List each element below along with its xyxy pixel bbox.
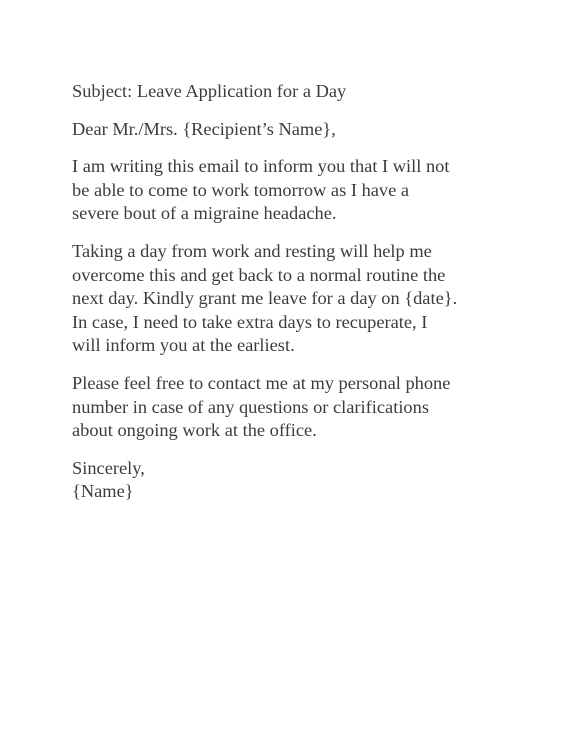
paragraph-3 — [72, 372, 512, 443]
paragraph-line: overcome this and get back to a normal routine the — [72, 264, 446, 285]
letter-body — [72, 80, 512, 504]
signature-line: {Name} — [72, 481, 134, 502]
salutation-line: Dear Mr./Mrs. {Recipient’s Name}, — [72, 118, 336, 139]
paragraph-line: I am writing this email to inform you that I will not — [72, 156, 450, 177]
paragraph-line: will inform you at the earliest. — [72, 335, 295, 356]
paragraph-line: severe bout of a migraine headache. — [72, 203, 337, 224]
letter-closing — [72, 457, 512, 504]
paragraph-line: number in case of any questions or clarifications — [72, 396, 429, 417]
paragraph-line: next day. Kindly grant me leave for a day on {date}. — [72, 288, 458, 309]
subject-line: Subject: Leave Application for a Day — [72, 81, 347, 101]
paragraph-line: In case, I need to take extra days to recuperate, I — [72, 311, 428, 332]
paragraph-line: be able to come to work tomorrow as I have a — [72, 179, 410, 200]
paragraph-line: about ongoing work at the office. — [72, 420, 317, 441]
letter-salutation — [72, 118, 512, 142]
closing-line: Sincerely, — [72, 457, 145, 478]
paragraph-1 — [72, 155, 512, 226]
paragraph-line: Taking a day from work and resting will help me — [72, 240, 432, 261]
paragraph-line: Please feel free to contact me at my personal phone — [72, 372, 451, 393]
paragraph-2 — [72, 240, 512, 358]
letter-subject — [72, 80, 512, 104]
